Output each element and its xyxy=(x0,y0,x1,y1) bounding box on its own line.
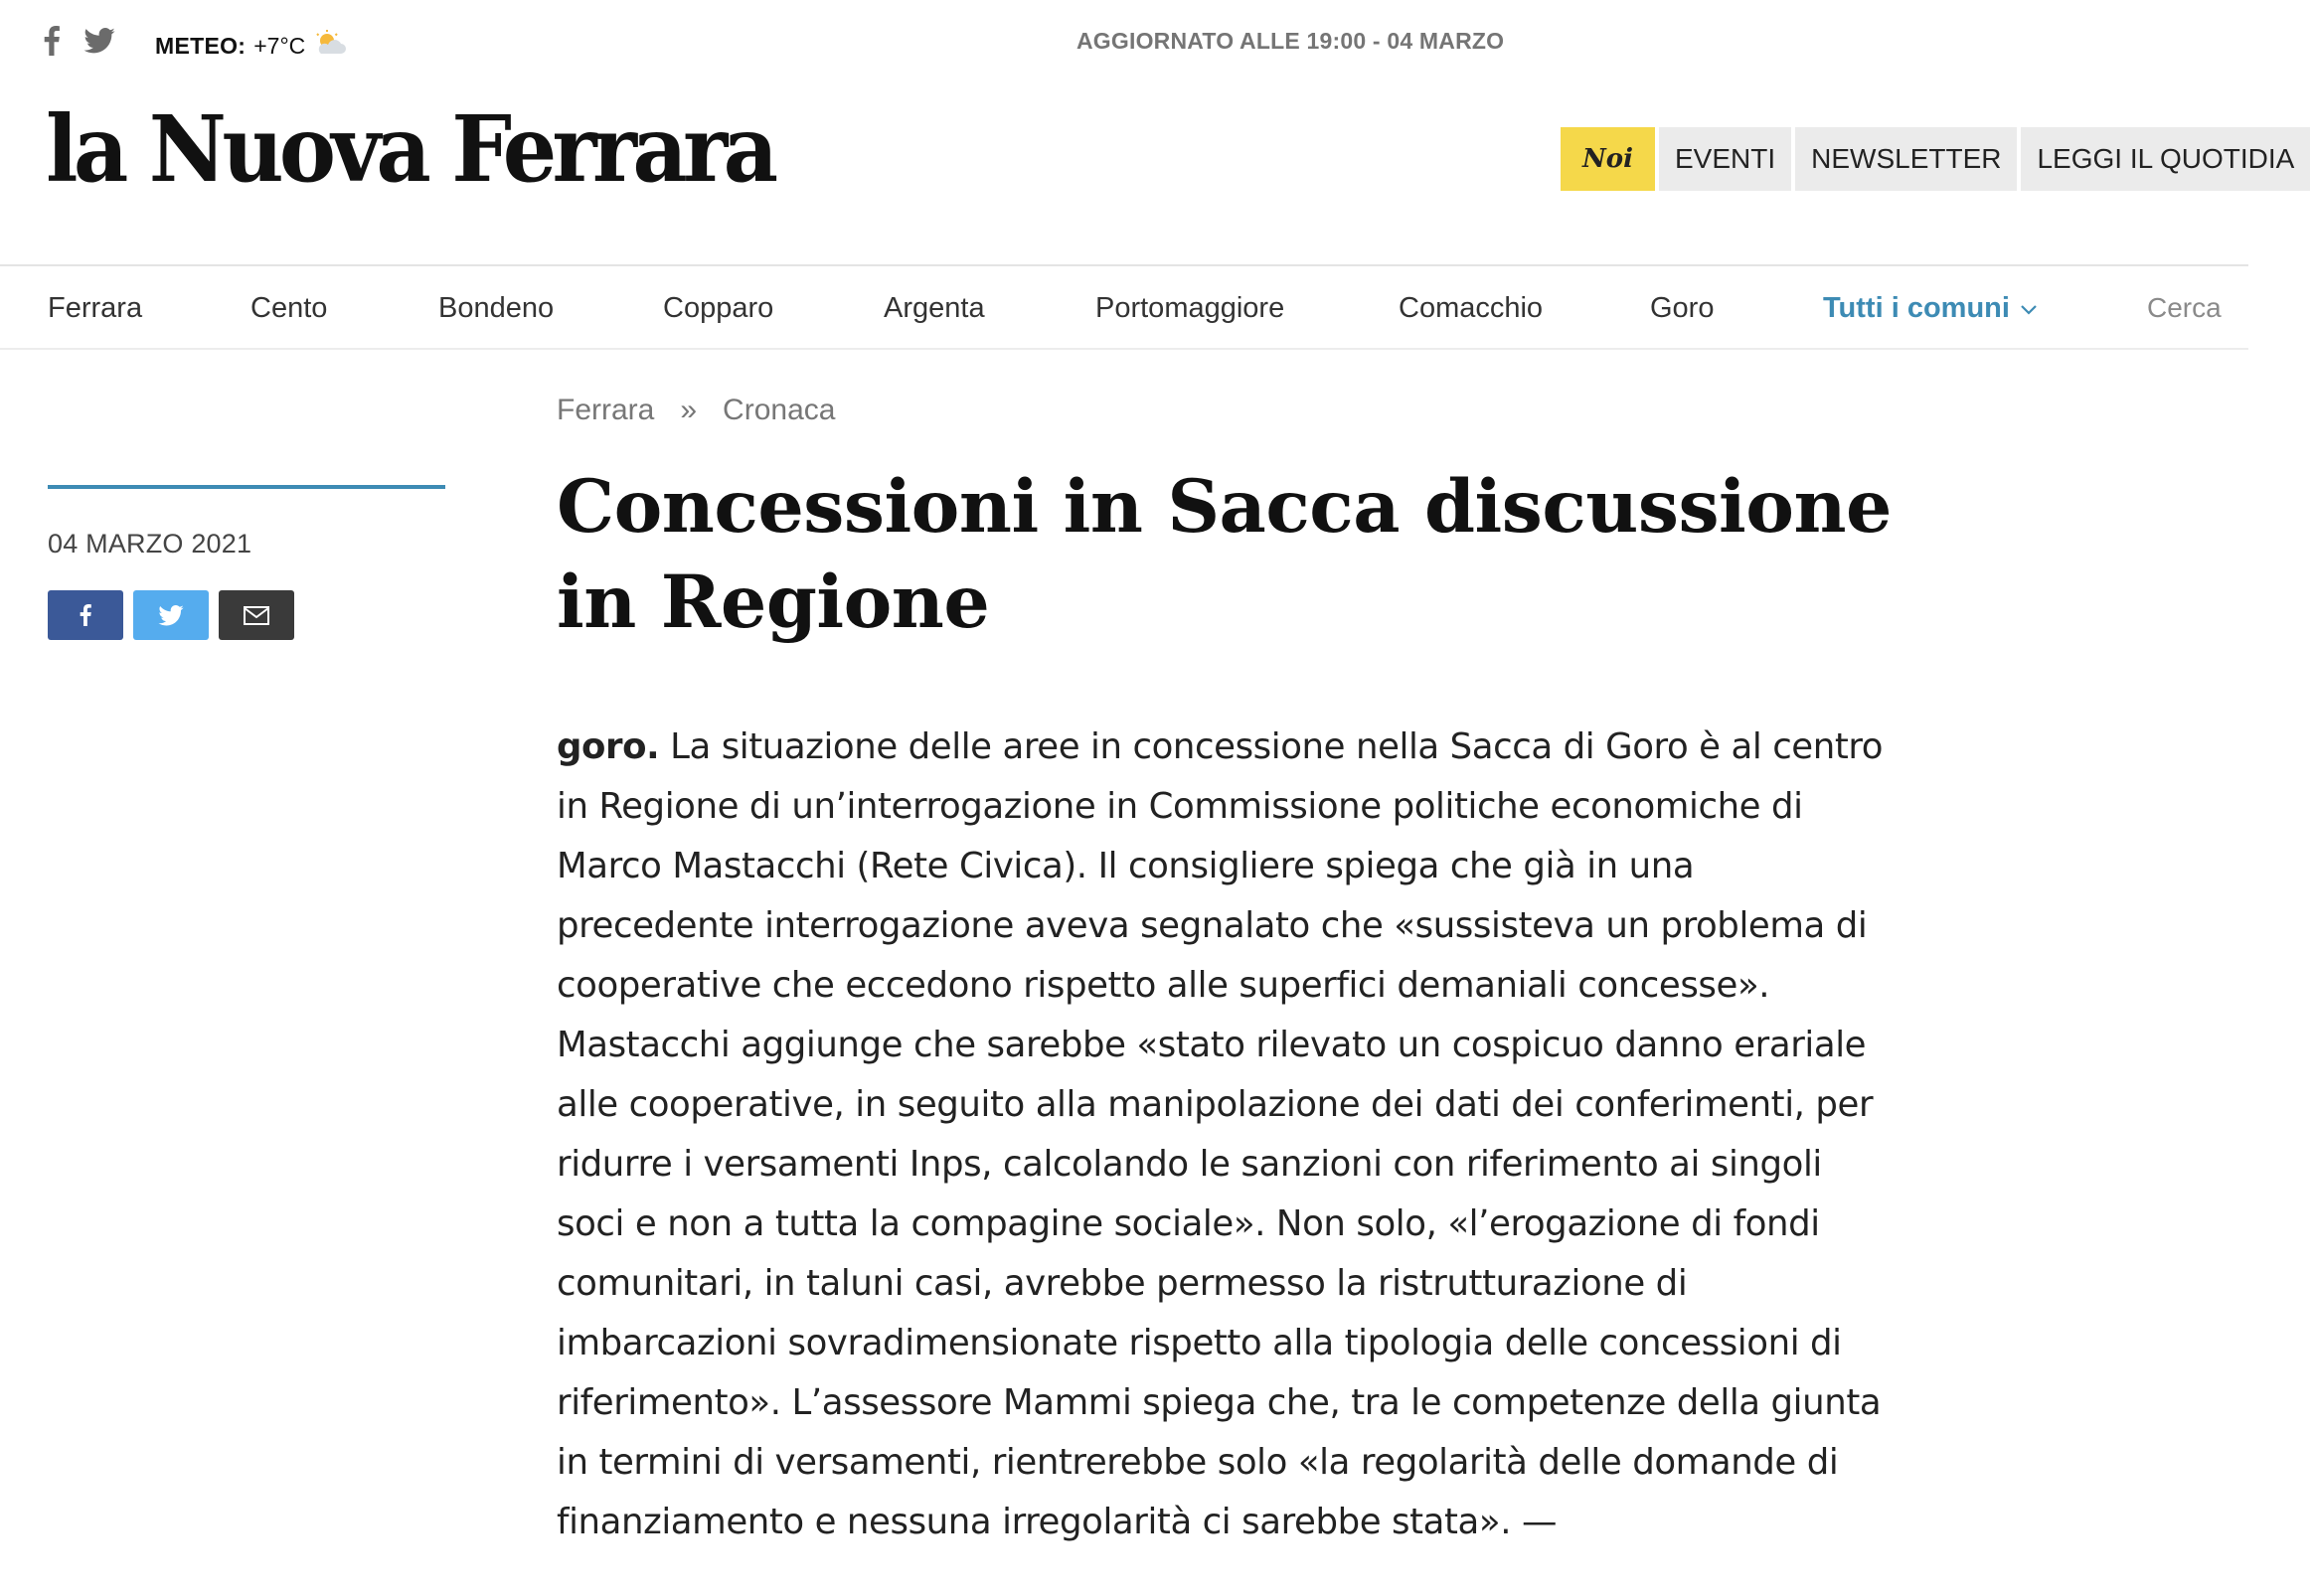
nav-item-cento[interactable]: Cento xyxy=(250,292,328,324)
twitter-link-icon[interactable] xyxy=(83,28,115,54)
breadcrumb-ferrara[interactable]: Ferrara xyxy=(557,394,655,426)
menu-noi[interactable]: Noi xyxy=(1561,127,1655,191)
section-nav xyxy=(0,264,2248,350)
facebook-link-icon[interactable] xyxy=(44,26,60,56)
menu-eventi[interactable]: EVENTI xyxy=(1659,127,1791,191)
sun-cloud-icon xyxy=(313,30,347,62)
mail-icon xyxy=(244,606,269,625)
nav-item-goro[interactable]: Goro xyxy=(1650,292,1715,324)
article-title: Concessioni in Sacca discussione in Regione xyxy=(557,464,1892,645)
nav-item-copparo[interactable]: Copparo xyxy=(663,292,774,324)
weather-label: METEO: xyxy=(155,32,247,59)
nav-all-towns[interactable] xyxy=(1823,292,2038,325)
last-updated: AGGIORNATO ALLE 19:00 - 04 MARZO xyxy=(1076,28,1505,54)
search-link[interactable]: Cerca xyxy=(2147,292,2222,323)
twitter-icon xyxy=(158,605,184,626)
share-twitter-button[interactable] xyxy=(133,590,209,640)
top-utility-bar xyxy=(0,0,2248,85)
header-menu xyxy=(1561,127,2314,191)
chevron-down-icon xyxy=(2020,303,2038,315)
nav-item-ferrara[interactable]: Ferrara xyxy=(48,292,143,324)
site-logo[interactable]: la Nuova Ferrara xyxy=(46,95,774,203)
menu-newsletter[interactable]: NEWSLETTER xyxy=(1795,127,2017,191)
menu-leggi-quotidiano[interactable]: LEGGI IL QUOTIDIA xyxy=(2021,127,2310,191)
facebook-icon xyxy=(80,604,91,626)
nav-item-argenta[interactable]: Argenta xyxy=(884,292,985,324)
share-buttons xyxy=(48,590,294,640)
weather-temperature: +7°C xyxy=(253,32,306,59)
article-divider xyxy=(48,485,445,489)
breadcrumb-cronaca[interactable]: Cronaca xyxy=(723,394,836,426)
nav-item-comacchio[interactable]: Comacchio xyxy=(1399,292,1544,324)
article-text: La situazione delle aree in concessione nella Sacca di Goro è al centro in Regione di un’interrogazione in Commissione politiche economiche di Marco Mastacchi (Rete Civica). Il consigliere spiega che già in una precedente interrogazione aveva segnalato che «sussisteva un problema di cooperative che eccedono rispetto alle superfici demaniali concesse». Mastacchi aggiunge che sarebbe «stato rilevato un cospicuo danno erariale alle cooperative, in seguito alla manipolazione dei dati dei conferimenti, per ridurre i versamenti Inps, calcolando le sanzioni con riferimento ai singoli soci e non a tutta la compagine sociale». Non solo, «l’erogazione di fondi comunitari, in taluni casi, avrebbe permesso la ristrutturazione di imbarcazioni sovradimensionate rispetto alla tipologia delle concessioni di riferimento». L’assessore Mammi spiega che, tra le competenze della giunta in termini di versamenti, rientrerebbe solo «la regolarità delle domande di finanziamento e nessuna irregolarità ci sarebbe stata». — xyxy=(557,726,1884,1542)
share-facebook-button[interactable] xyxy=(48,590,123,640)
article-body xyxy=(557,718,1889,1552)
breadcrumb-separator: » xyxy=(680,394,698,426)
nav-all-towns-label: Tutti i comuni xyxy=(1823,292,2010,324)
nav-item-bondeno[interactable]: Bondeno xyxy=(438,292,555,324)
nav-item-portomaggiore[interactable]: Portomaggiore xyxy=(1095,292,1285,324)
breadcrumb xyxy=(557,394,835,427)
social-links xyxy=(44,26,115,56)
article-lead-word: goro. xyxy=(557,726,660,767)
article-date: 04 MARZO 2021 xyxy=(48,529,252,559)
share-email-button[interactable] xyxy=(219,590,294,640)
weather-widget[interactable] xyxy=(155,30,347,62)
